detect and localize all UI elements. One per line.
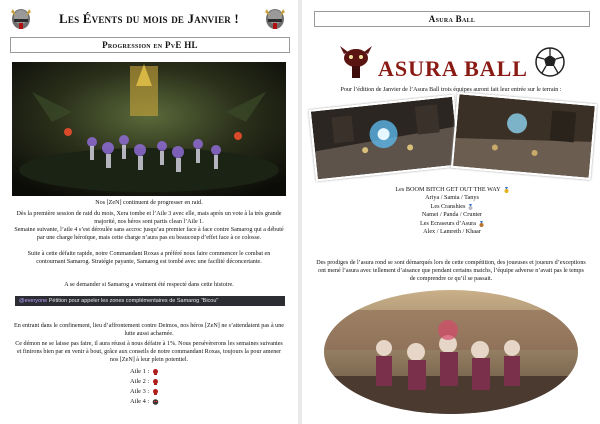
match-screenshot-2 (451, 92, 597, 180)
silver-medal-icon (468, 204, 473, 210)
paragraph-5: En entrant dans le confinement, lieu d’affrontement contre Deimos, nos héros [ZeN] ne s’attendaient pas à une lutte aussi acharnée. (14, 323, 284, 337)
asura-mascot-icon (340, 44, 372, 80)
right-page (302, 0, 600, 424)
section-title-pve: Progression en PvE HL (10, 37, 290, 53)
discord-mention: @everyone (19, 298, 48, 304)
wing-item (130, 387, 159, 397)
page-title: Les Évents du mois de Janvier ! (59, 11, 239, 26)
paragraph-6: Ce démon ne se laisse pas faire, il aura réussi à nous défaire à 1%. Nous persévèrerons les semaines suivantes et finirons bien par en venir à bout, grâce aux conseils de notre commandant Roxas, toujours la pour amener nos [ZeN] à leur plein potentiel. (15, 341, 283, 363)
team-name: Les BOOM BITCH GET OUT THE WAY (395, 186, 501, 193)
paragraph-3: Suite à cette défaite rapide, notre Commandant Roxas a préféré nous faire commencer le combat en contournant Samarog. Stratégie payante, Samarog est tombé avec une facilité déconcertante. (27, 251, 271, 265)
boss-icon (152, 399, 159, 405)
team-entry (362, 203, 542, 218)
section-title-asura-ball: Asura Ball (314, 11, 590, 27)
wing-label: Aile 2 : (130, 378, 150, 385)
raid-screenshot (12, 62, 286, 196)
team-members: Namei / Panda / Crunter (421, 210, 483, 218)
asura-intro: Pour l’édition de Janvier de l’Asura Ball trois équipes auront fait leur entrée sur le terrain : (340, 87, 562, 93)
team-entry (362, 186, 542, 201)
team-name: Les Cranshies (430, 203, 466, 211)
logo-text: ASURA BALL (378, 56, 528, 81)
asura-outro: Des prodiges de l’asura rond se sont démarqués lors de cette compétition, des joueuses et joueurs d’exceptions ont mené l’asura avec tellement d’aisance que pendant certains matchs, l’équipe adverse n’avait pas le temps de comprendre ce qu’il se passait. (316, 260, 586, 282)
helmet-icon (262, 6, 288, 30)
photo-caption: Nos [ZeN] continuent de progresser en raid. (95, 200, 203, 206)
soccer-ball-icon (534, 46, 566, 78)
paragraph-2: Semaine suivante, l’aile 4 s’est déroulée sans accroc jusqu’au premier face à face contre Samarog qui a débuté par une charge héroïque, mais cette charge n’aura pas eu beaucoup d’effet face à ce colosse. (14, 227, 284, 241)
bronze-medal-icon (479, 221, 484, 227)
discord-message (15, 296, 285, 306)
title-row (0, 3, 298, 33)
team-members: Ariya / Samia / Tanys (425, 193, 479, 201)
skull-icon (152, 369, 159, 375)
skull-icon (152, 379, 159, 385)
wing-item (130, 397, 159, 407)
discord-text: Pétition pour appeler les zones complémentaires de Samarog "Bicou" (48, 298, 219, 304)
asura-ball-logo (338, 44, 566, 84)
wing-label: Aile 3 : (130, 388, 150, 395)
paragraph-1: Dès la première session de raid du mois, Xera tombe et l’Aile 3 avec elle, mais après un vote à la très grande majorité, nos héros sont partis clean l’Aile 1. (16, 211, 282, 225)
paragraph-4: A se demander si Samarog a vraiment été respecté dans cette histoire. (64, 282, 234, 288)
team-entry (362, 220, 542, 235)
wing-status-list (130, 367, 159, 407)
wing-item (130, 367, 159, 377)
team-members: Alex / Lamreth / Khaar (423, 227, 481, 235)
left-page (0, 0, 298, 424)
helmet-icon (8, 6, 34, 30)
wing-label: Aile 4 : (130, 398, 150, 405)
group-photo (324, 290, 578, 414)
team-name: Les Ecraseurs d’Asura (419, 220, 476, 228)
skull-icon (152, 389, 159, 395)
team-list (362, 186, 542, 236)
wing-label: Aile 1 : (130, 368, 150, 375)
match-screenshot-1 (309, 95, 462, 182)
wing-item (130, 377, 159, 387)
gold-medal-icon (504, 187, 509, 193)
